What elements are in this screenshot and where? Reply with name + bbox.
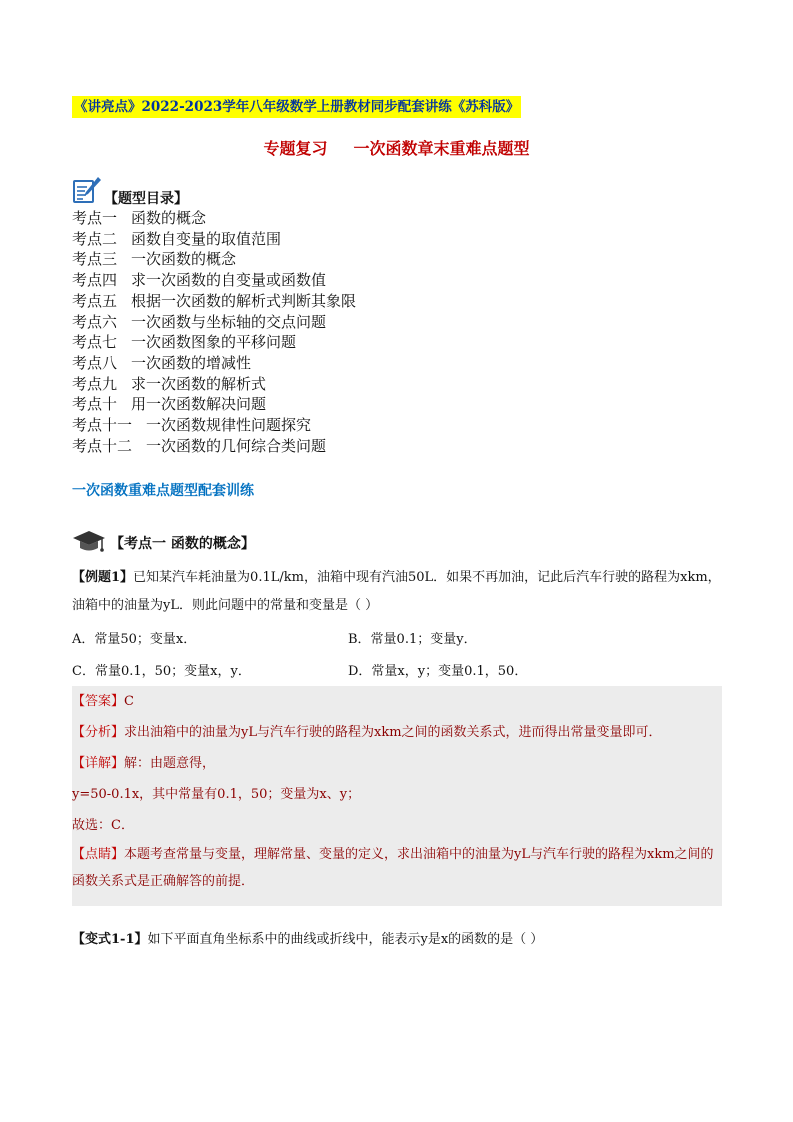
toc-item-key: 考点八	[72, 353, 118, 372]
graduation-cap-icon	[72, 528, 106, 558]
toc-item-key: 考点二	[72, 229, 118, 248]
toc-item-key: 考点六	[72, 312, 118, 331]
variant-question	[72, 928, 543, 947]
comment-line	[72, 841, 722, 895]
toc-item-text: 用一次函数解决问题	[131, 395, 267, 414]
toc-item-key: 考点四	[72, 271, 118, 290]
choose-line: 故选：C．	[72, 818, 134, 833]
analysis-text: 求出油箱中的油量为yL与汽车行驶的路程为xkm之间的函数关系式，进而得出常量变量即可．	[124, 725, 662, 740]
answer-value: C	[124, 694, 134, 709]
option-a: A．常量50；变量x．	[72, 632, 197, 647]
toc-header	[72, 176, 188, 208]
toc-item	[72, 353, 356, 374]
option-d: D．常量x，y；变量0.1，50．	[348, 664, 528, 679]
toc-item-key: 考点十	[72, 395, 118, 414]
toc-item-text: 根据一次函数的解析式判断其象限	[131, 291, 357, 310]
toc-item	[72, 332, 356, 353]
comment-label: 【点睛】	[72, 847, 125, 862]
toc-item-text: 求一次函数的解析式	[131, 374, 267, 393]
series-banner: 《讲亮点》2022-2023学年八年级数学上册教材同步配套讲练《苏科版》	[72, 96, 521, 118]
toc-item-text: 一次函数图象的平移问题	[131, 333, 297, 352]
variant-tag: 【变式1-1】	[72, 932, 148, 947]
options-row	[72, 624, 724, 656]
toc-item-key: 考点十二	[72, 436, 133, 455]
comment-text: 本题考查常量与变量，理解常量、变量的定义，求出油箱中的油量为yL与汽车行驶的路程为xkm之间的函数关系式是正确解答的前提．	[72, 847, 714, 889]
toc-item-key: 考点七	[72, 333, 118, 352]
answer-box	[72, 686, 722, 906]
toc-item	[72, 436, 356, 457]
toc-item-key: 考点三	[72, 250, 118, 269]
toc-item-text: 一次函数的几何综合类问题	[146, 436, 327, 455]
formula-line: y=50-0.1x，其中常量有0.1，50；变量为x、y；	[72, 787, 361, 802]
toc-item	[72, 249, 356, 270]
toc-item	[72, 208, 356, 229]
toc-item	[72, 415, 356, 436]
answer-line	[72, 686, 722, 717]
option-b: B．常量0.1；变量y．	[348, 632, 477, 647]
analysis-label: 【分析】	[72, 725, 125, 740]
toc-list	[72, 208, 356, 456]
toc-item-key: 考点九	[72, 374, 118, 393]
toc-item-key: 考点一	[72, 209, 118, 227]
notepad-pencil-icon	[72, 176, 102, 208]
kaodian-header	[72, 528, 255, 558]
options-block	[72, 624, 724, 688]
answer-label: 【答案】	[72, 694, 125, 709]
example-tag: 【例题1】	[72, 570, 134, 585]
option-c: C．常量0.1，50；变量x，y．	[72, 664, 251, 679]
page-title	[0, 136, 793, 159]
example-question	[72, 564, 724, 620]
toc-item-text: 求一次函数的自变量或函数值	[131, 271, 327, 290]
toc-item-key: 考点十一	[72, 416, 133, 435]
toc-item-text: 函数自变量的取值范围	[131, 229, 282, 248]
title-part1: 专题复习	[263, 139, 328, 158]
toc-item-key: 考点五	[72, 291, 118, 310]
toc-item	[72, 394, 356, 415]
analysis-line	[72, 717, 722, 748]
options-row	[72, 656, 724, 688]
kaodian-header-label: 【考点一 函数的概念】	[110, 536, 255, 552]
toc-header-label: 【题型目录】	[104, 191, 188, 207]
toc-item	[72, 312, 356, 333]
toc-item-text: 一次函数的概念	[131, 250, 237, 269]
title-part2: 一次函数章末重难点题型	[353, 139, 530, 158]
toc-item-text: 一次函数规律性问题探究	[146, 416, 312, 435]
detail-line	[72, 748, 722, 779]
toc-item	[72, 291, 356, 312]
detail-label: 【详解】	[72, 756, 125, 771]
toc-item-text: 函数的概念	[131, 209, 207, 227]
toc-item-text: 一次函数的增减性	[131, 353, 252, 372]
toc-item-text: 一次函数与坐标轴的交点问题	[131, 312, 327, 331]
section-heading: 一次函数重难点题型配套训练	[72, 483, 254, 499]
toc-item	[72, 374, 356, 395]
toc-item	[72, 270, 356, 291]
variant-text: 如下平面直角坐标系中的曲线或折线中，能表示y是x的函数的是（ ）	[147, 932, 544, 947]
toc-item	[72, 229, 356, 250]
example-text: 已知某汽车耗油量为0.1L/km，油箱中现有汽油50L．如果不再加油，记此后汽车行驶的路程为xkm，油箱中的油量为yL．则此问题中的常量和变量是（ ）	[72, 570, 721, 613]
detail-text: 解：由题意得，	[124, 756, 216, 771]
